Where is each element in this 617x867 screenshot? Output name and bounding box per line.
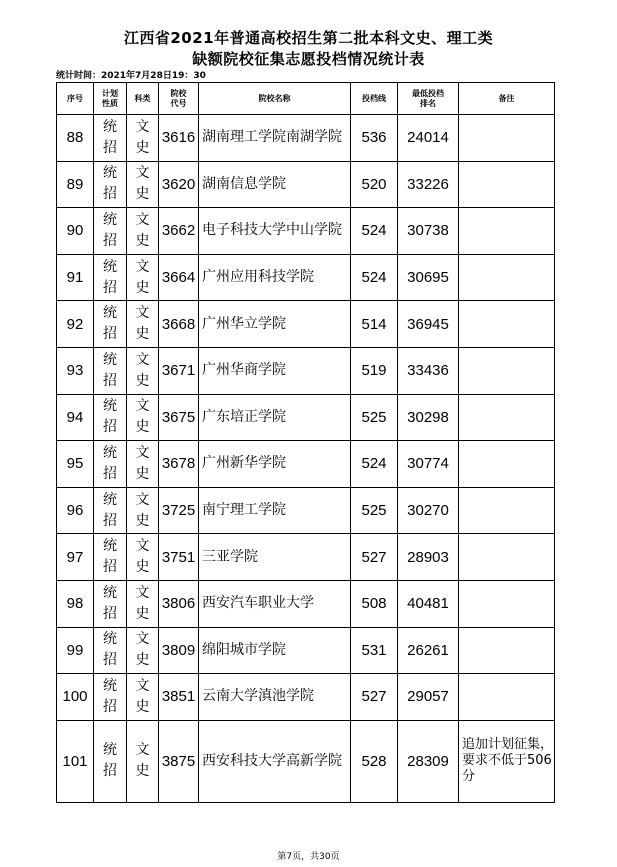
- cell-seq: 89: [57, 161, 94, 208]
- table-row: [57, 254, 555, 301]
- table-row: [57, 441, 555, 488]
- table-row: [57, 580, 555, 627]
- table-row: [57, 534, 555, 581]
- header-score: 投档线: [351, 83, 398, 115]
- cell-plan-type: 统 招: [94, 115, 127, 162]
- cell-school-name: 云南大学滇池学院: [199, 674, 351, 721]
- cell-seq: 100: [57, 674, 94, 721]
- cell-plan-type: 统 招: [94, 301, 127, 348]
- cell-category: 文 史: [127, 301, 159, 348]
- cell-plan-type: 统 招: [94, 674, 127, 721]
- cell-score: 524: [351, 441, 398, 488]
- cell-school-name: 广州华商学院: [199, 347, 351, 394]
- statistics-time: 统计时间：2021年7月28日19：30: [56, 71, 206, 81]
- cell-plan-type: 统 招: [94, 347, 127, 394]
- cell-plan-type: 统 招: [94, 627, 127, 674]
- cell-score: 525: [351, 487, 398, 534]
- table-title-line1: 江西省2021年普通高校招生第二批本科文史、理工类: [123, 29, 494, 47]
- table-title-line2: 缺额院校征集志愿投档情况统计表: [192, 50, 425, 68]
- cell-score: 524: [351, 208, 398, 255]
- cell-code: 3620: [159, 161, 199, 208]
- cell-seq: 95: [57, 441, 94, 488]
- cell-category: 文 史: [127, 161, 159, 208]
- cell-category: 文 史: [127, 580, 159, 627]
- cell-plan-type: 统 招: [94, 394, 127, 441]
- cell-note: [459, 347, 555, 394]
- table-row: [57, 674, 555, 721]
- cell-category: 文 史: [127, 720, 159, 802]
- cell-plan-type: 统 招: [94, 254, 127, 301]
- cell-category: 文 史: [127, 208, 159, 255]
- header-category: 科类: [127, 83, 159, 115]
- header-row: [57, 83, 555, 115]
- cell-note: 追加计划征集，要求不低于506分: [459, 720, 555, 802]
- cell-seq: 94: [57, 394, 94, 441]
- cell-score: 519: [351, 347, 398, 394]
- cell-note: [459, 394, 555, 441]
- cell-note: [459, 674, 555, 721]
- cell-note: [459, 161, 555, 208]
- cell-code: 3678: [159, 441, 199, 488]
- cell-score: 531: [351, 627, 398, 674]
- cell-code: 3662: [159, 208, 199, 255]
- table-row: [57, 720, 555, 802]
- cell-plan-type: 统 招: [94, 534, 127, 581]
- table-row: [57, 627, 555, 674]
- cell-seq: 88: [57, 115, 94, 162]
- header-name: 院校名称: [199, 83, 351, 115]
- cell-code: 3668: [159, 301, 199, 348]
- cell-rank: 33436: [398, 347, 459, 394]
- cell-seq: 91: [57, 254, 94, 301]
- cell-rank: 26261: [398, 627, 459, 674]
- admission-table: [56, 82, 555, 803]
- cell-score: 514: [351, 301, 398, 348]
- cell-score: 524: [351, 254, 398, 301]
- cell-rank: 28309: [398, 720, 459, 802]
- cell-code: 3806: [159, 580, 199, 627]
- cell-rank: 29057: [398, 674, 459, 721]
- cell-school-name: 西安科技大学高新学院: [199, 720, 351, 802]
- cell-note: [459, 254, 555, 301]
- cell-category: 文 史: [127, 441, 159, 488]
- cell-plan-type: 统 招: [94, 580, 127, 627]
- cell-code: 3875: [159, 720, 199, 802]
- cell-code: 3664: [159, 254, 199, 301]
- cell-category: 文 史: [127, 674, 159, 721]
- cell-score: 527: [351, 534, 398, 581]
- cell-note: [459, 301, 555, 348]
- cell-plan-type: 统 招: [94, 161, 127, 208]
- cell-seq: 92: [57, 301, 94, 348]
- cell-category: 文 史: [127, 347, 159, 394]
- cell-score: 520: [351, 161, 398, 208]
- table-row: [57, 115, 555, 162]
- header-rank: 最低投档排名: [398, 83, 459, 115]
- table-row: [57, 301, 555, 348]
- cell-note: [459, 534, 555, 581]
- table-row: [57, 394, 555, 441]
- table-row: [57, 487, 555, 534]
- cell-code: 3751: [159, 534, 199, 581]
- table-row: [57, 347, 555, 394]
- cell-note: [459, 487, 555, 534]
- cell-rank: 24014: [398, 115, 459, 162]
- cell-seq: 99: [57, 627, 94, 674]
- cell-school-name: 广州华立学院: [199, 301, 351, 348]
- cell-note: [459, 580, 555, 627]
- header-code: 院校代号: [159, 83, 199, 115]
- header-seq: 序号: [57, 83, 94, 115]
- cell-school-name: 三亚学院: [199, 534, 351, 581]
- table-row: [57, 161, 555, 208]
- cell-score: 527: [351, 674, 398, 721]
- cell-score: 508: [351, 580, 398, 627]
- cell-rank: 33226: [398, 161, 459, 208]
- cell-code: 3809: [159, 627, 199, 674]
- cell-school-name: 广州新华学院: [199, 441, 351, 488]
- header-plan-type: 计划性质: [94, 83, 127, 115]
- cell-category: 文 史: [127, 627, 159, 674]
- cell-school-name: 湖南信息学院: [199, 161, 351, 208]
- cell-rank: 30738: [398, 208, 459, 255]
- cell-category: 文 史: [127, 115, 159, 162]
- table-row: [57, 208, 555, 255]
- cell-score: 536: [351, 115, 398, 162]
- cell-plan-type: 统 招: [94, 487, 127, 534]
- cell-seq: 93: [57, 347, 94, 394]
- cell-school-name: 广东培正学院: [199, 394, 351, 441]
- cell-rank: 30298: [398, 394, 459, 441]
- cell-note: [459, 115, 555, 162]
- cell-score: 528: [351, 720, 398, 802]
- cell-code: 3851: [159, 674, 199, 721]
- cell-note: [459, 441, 555, 488]
- cell-school-name: 南宁理工学院: [199, 487, 351, 534]
- cell-score: 525: [351, 394, 398, 441]
- cell-seq: 96: [57, 487, 94, 534]
- cell-rank: 36945: [398, 301, 459, 348]
- cell-seq: 101: [57, 720, 94, 802]
- cell-plan-type: 统 招: [94, 441, 127, 488]
- cell-rank: 40481: [398, 580, 459, 627]
- cell-rank: 30270: [398, 487, 459, 534]
- cell-category: 文 史: [127, 487, 159, 534]
- cell-code: 3725: [159, 487, 199, 534]
- cell-seq: 98: [57, 580, 94, 627]
- cell-school-name: 绵阳城市学院: [199, 627, 351, 674]
- cell-category: 文 史: [127, 534, 159, 581]
- cell-school-name: 电子科技大学中山学院: [199, 208, 351, 255]
- cell-category: 文 史: [127, 254, 159, 301]
- cell-rank: 30695: [398, 254, 459, 301]
- page-footer: 第7页，共30页: [277, 852, 340, 862]
- cell-seq: 90: [57, 208, 94, 255]
- cell-rank: 28903: [398, 534, 459, 581]
- cell-school-name: 湖南理工学院南湖学院: [199, 115, 351, 162]
- cell-plan-type: 统 招: [94, 208, 127, 255]
- header-note: 备注: [459, 83, 555, 115]
- cell-plan-type: 统 招: [94, 720, 127, 802]
- cell-seq: 97: [57, 534, 94, 581]
- cell-school-name: 广州应用科技学院: [199, 254, 351, 301]
- cell-school-name: 西安汽车职业大学: [199, 580, 351, 627]
- cell-rank: 30774: [398, 441, 459, 488]
- cell-code: 3671: [159, 347, 199, 394]
- cell-note: [459, 627, 555, 674]
- cell-code: 3675: [159, 394, 199, 441]
- cell-note: [459, 208, 555, 255]
- cell-category: 文 史: [127, 394, 159, 441]
- cell-code: 3616: [159, 115, 199, 162]
